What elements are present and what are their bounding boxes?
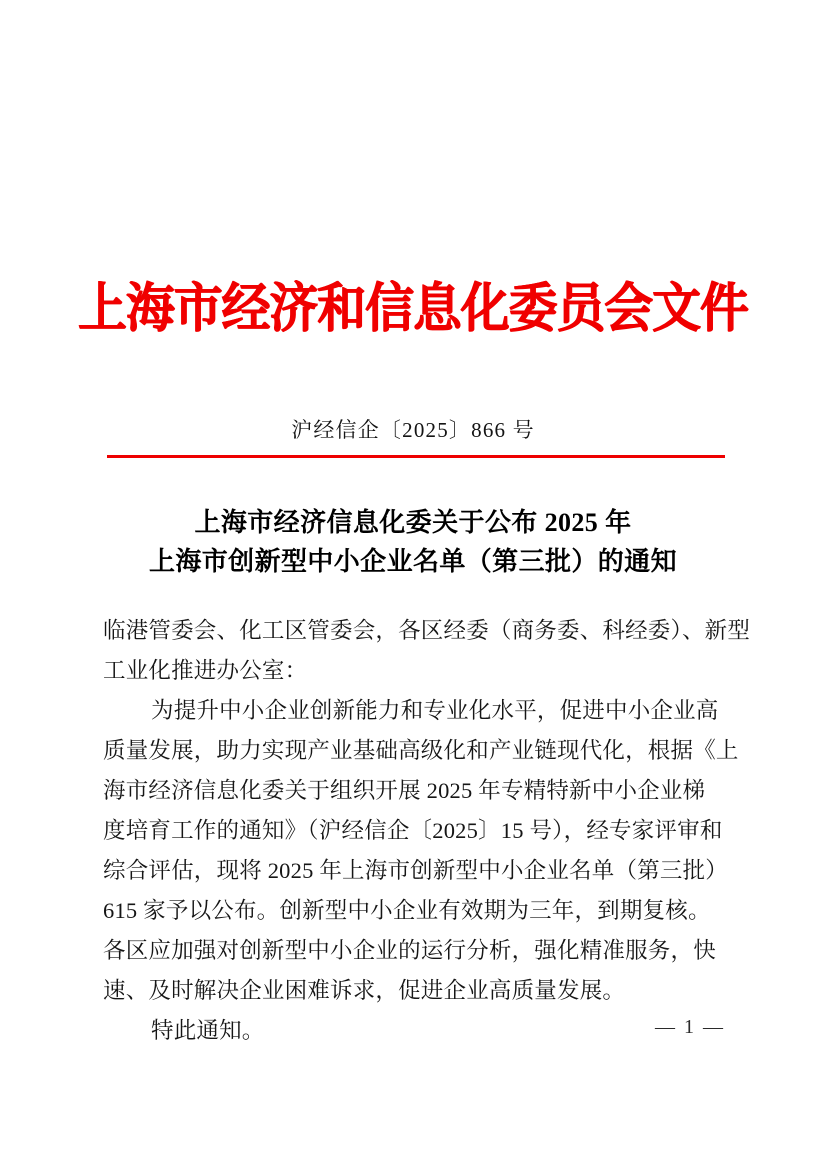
page-title [0,503,826,581]
page-title-line-1: 上海市经济信息化委关于公布 2025 年 [194,508,632,537]
body-paragraph-1-line-3: 海市经济信息化委关于组织开展 2025 年专精特新中小企业梯 [103,778,706,803]
page-number: — 1 — [655,1016,725,1038]
body-paragraph-1-line-4: 度培育工作的通知》（沪经信企〔2025〕15 号），经专家评审和 [103,818,723,843]
body-paragraph-1-line-2: 质量发展，助力实现产业基础高级化和产业链现代化，根据《上 [103,738,739,763]
body-paragraph-1-line-6: 615 家予以公布。创新型中小企业有效期为三年，到期复核。 [103,898,711,923]
page-title-line-2: 上海市创新型中小企业名单（第三批）的通知 [148,547,677,576]
document-body [103,611,751,1051]
red-separator-rule [107,455,725,458]
document-number-row [0,415,826,445]
recipients-line-2: 工业化推进办公室： [103,658,308,683]
body-paragraph-1-line-1: 为提升中小企业创新能力和专业化水平，促进中小企业高 [151,698,719,723]
document-number: 沪经信企〔2025〕866 号 [291,418,535,442]
masthead-title: 上海市经济和信息化委员会文件 [78,280,748,338]
body-paragraph-1-line-7: 各区应加强对创新型中小企业的运行分析，强化精准服务，快 [103,938,716,963]
body-paragraph-1-line-8: 速、及时解决企业困难诉求，促进企业高质量发展。 [103,978,626,1003]
body-paragraph-1-line-5: 综合评估，现将 2025 年上海市创新型中小企业名单（第三批） [103,858,728,883]
page-footer [103,1012,729,1042]
masthead [0,276,826,342]
body-paragraph-2: 特此通知。 [151,1018,265,1043]
recipients-line-1: 临港管委会、化工区管委会，各区经委（商务委、科经委）、新型 [103,618,751,643]
